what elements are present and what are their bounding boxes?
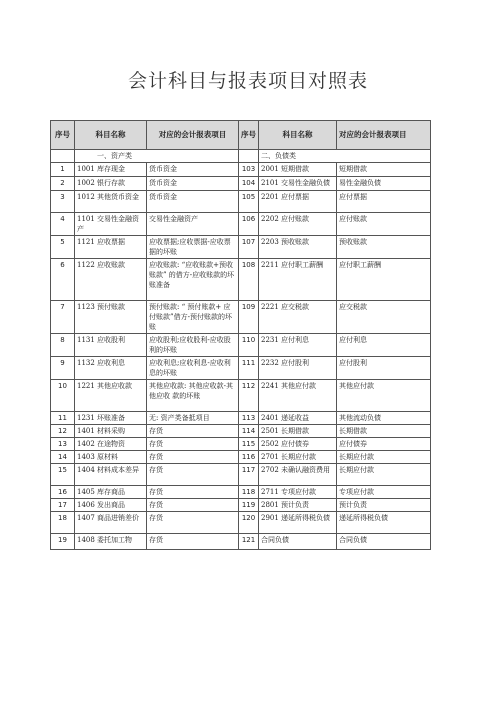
category-assets: 一、资产类 bbox=[75, 150, 239, 163]
row-report-item: 货币资金 bbox=[147, 163, 239, 177]
row-subject: 1406 发出商品 bbox=[75, 499, 147, 512]
category-row bbox=[51, 150, 431, 163]
row-subject: 1405 库存商品 bbox=[75, 486, 147, 499]
row-report-item-2: 应付账款 bbox=[337, 213, 431, 236]
row-report-item: 存货 bbox=[147, 451, 239, 464]
page-title: 会计科目与报表项目对照表 bbox=[127, 70, 368, 92]
row-subject: 1132 应收利息 bbox=[75, 357, 147, 380]
row-seq-2: 112 bbox=[239, 380, 259, 412]
row-subject: 1221 其他应收款 bbox=[75, 380, 147, 412]
header-seq-2: 序号 bbox=[239, 121, 259, 150]
row-report-item-2: 专项应付款 bbox=[337, 486, 431, 499]
row-seq: 7 bbox=[51, 301, 75, 334]
row-subject: 1012 其他货币资金 bbox=[75, 191, 147, 213]
row-seq-2: 107 bbox=[239, 236, 259, 259]
row-seq: 13 bbox=[51, 438, 75, 451]
row-report-item: 应收账款: “应收账款+预收账款” 的借方-应收账款的坏账准备 bbox=[147, 259, 239, 301]
row-subject: 1404 材料成本差异 bbox=[75, 464, 147, 486]
row-seq-2: 104 bbox=[239, 177, 259, 191]
row-subject-2: 2702 未确认融资费用 bbox=[259, 464, 337, 486]
row-subject: 1231 坏账准备 bbox=[75, 412, 147, 425]
row-seq-2: 116 bbox=[239, 451, 259, 464]
row-seq-2: 110 bbox=[239, 334, 259, 357]
row-report-item: 交易性金融资产 bbox=[147, 213, 239, 236]
row-seq: 4 bbox=[51, 213, 75, 236]
row-report-item: 预付账款: “ 预付账款+ 应付账款”借方-预付账款的坏账 bbox=[147, 301, 239, 334]
row-report-item-2: 其他应付款 bbox=[337, 380, 431, 412]
row-report-item-2: 应付股利 bbox=[337, 357, 431, 380]
row-subject-2: 合同负债 bbox=[259, 534, 337, 550]
table-row bbox=[51, 380, 431, 412]
header-report: 对应的会计报表项目 bbox=[147, 121, 239, 150]
row-report-item: 其他应收款: 其他应收款-其他应收 款的坏账 bbox=[147, 380, 239, 412]
row-report-item-2: 应付票据 bbox=[337, 191, 431, 213]
header-subject: 科目名称 bbox=[75, 121, 147, 150]
row-seq: 11 bbox=[51, 412, 75, 425]
table-row bbox=[51, 236, 431, 259]
row-subject-2: 2711 专项应付款 bbox=[259, 486, 337, 499]
row-seq: 1 bbox=[51, 163, 75, 177]
table-row bbox=[51, 412, 431, 425]
row-subject: 1101 交易性金融资产 bbox=[75, 213, 147, 236]
header-report-2: 对应的会计报表项目 bbox=[337, 121, 431, 150]
row-subject-2: 2241 其他应付款 bbox=[259, 380, 337, 412]
row-subject: 1122 应收账款 bbox=[75, 259, 147, 301]
row-subject-2: 2202 应付账款 bbox=[259, 213, 337, 236]
row-report-item: 存货 bbox=[147, 486, 239, 499]
row-seq-2: 120 bbox=[239, 512, 259, 534]
row-subject-2: 2501 长期借款 bbox=[259, 425, 337, 438]
row-subject-2: 2221 应交税款 bbox=[259, 301, 337, 334]
row-report-item-2: 递延所得税负债 bbox=[337, 512, 431, 534]
table-row bbox=[51, 512, 431, 534]
table-row bbox=[51, 534, 431, 550]
row-seq: 10 bbox=[51, 380, 75, 412]
table-row bbox=[51, 177, 431, 191]
row-report-item-2: 应付债券 bbox=[337, 438, 431, 451]
row-report-item-2: 应付利息 bbox=[337, 334, 431, 357]
row-report-item-2: 应交税款 bbox=[337, 301, 431, 334]
row-subject: 1001 库存现金 bbox=[75, 163, 147, 177]
row-subject: 1407 商品进销差价 bbox=[75, 512, 147, 534]
row-report-item: 存货 bbox=[147, 438, 239, 451]
row-report-item: 应收利息;应收利息-应收利息的坏账 bbox=[147, 357, 239, 380]
table-row bbox=[51, 425, 431, 438]
row-subject: 1123 预付账款 bbox=[75, 301, 147, 334]
row-subject-2: 2211 应付职工薪酬 bbox=[259, 259, 337, 301]
row-seq-2: 119 bbox=[239, 499, 259, 512]
table-row bbox=[51, 213, 431, 236]
table-row bbox=[51, 301, 431, 334]
row-subject-2: 2203 预收账款 bbox=[259, 236, 337, 259]
row-report-item-2: 长期应付款 bbox=[337, 464, 431, 486]
row-subject-2: 2901 递延所得税负债 bbox=[259, 512, 337, 534]
row-report-item-2: 应付职工薪酬 bbox=[337, 259, 431, 301]
table-row bbox=[51, 486, 431, 499]
row-seq: 18 bbox=[51, 512, 75, 534]
row-subject-2: 2801 预计负责 bbox=[259, 499, 337, 512]
row-seq-2: 108 bbox=[239, 259, 259, 301]
row-report-item-2: 长期应付款 bbox=[337, 451, 431, 464]
row-subject-2: 2502 应付债券 bbox=[259, 438, 337, 451]
row-seq: 6 bbox=[51, 259, 75, 301]
row-seq: 14 bbox=[51, 451, 75, 464]
header-subject-2: 科目名称 bbox=[259, 121, 337, 150]
row-subject-2: 2231 应付利息 bbox=[259, 334, 337, 357]
row-seq-2: 118 bbox=[239, 486, 259, 499]
table-row bbox=[51, 334, 431, 357]
row-report-item: 无: 资产类备抵项目 bbox=[147, 412, 239, 425]
row-report-item-2: 其他流动负债 bbox=[337, 412, 431, 425]
row-seq-2: 117 bbox=[239, 464, 259, 486]
table-row bbox=[51, 438, 431, 451]
table-row bbox=[51, 191, 431, 213]
row-report-item: 应收股利;应收股利-应收股利的坏账 bbox=[147, 334, 239, 357]
row-report-item: 应收票据;应收票据-应收票据的坏账 bbox=[147, 236, 239, 259]
row-report-item: 存货 bbox=[147, 534, 239, 550]
row-subject: 1408 委托加工物 bbox=[75, 534, 147, 550]
subject-report-table bbox=[50, 120, 431, 550]
row-subject: 1401 材料采购 bbox=[75, 425, 147, 438]
row-seq: 19 bbox=[51, 534, 75, 550]
row-subject-2: 2232 应付股利 bbox=[259, 357, 337, 380]
row-report-item: 存货 bbox=[147, 464, 239, 486]
row-report-item: 存货 bbox=[147, 499, 239, 512]
row-seq: 3 bbox=[51, 191, 75, 213]
table-row bbox=[51, 499, 431, 512]
row-seq-2: 105 bbox=[239, 191, 259, 213]
row-subject: 1002 银行存款 bbox=[75, 177, 147, 191]
table-row bbox=[51, 163, 431, 177]
row-subject: 1402 在途物资 bbox=[75, 438, 147, 451]
row-seq: 8 bbox=[51, 334, 75, 357]
row-seq: 2 bbox=[51, 177, 75, 191]
table-row bbox=[51, 259, 431, 301]
row-subject-2: 2401 递延收益 bbox=[259, 412, 337, 425]
row-report-item: 货币资金 bbox=[147, 191, 239, 213]
row-seq: 9 bbox=[51, 357, 75, 380]
row-report-item: 货币资金 bbox=[147, 177, 239, 191]
row-seq-2: 106 bbox=[239, 213, 259, 236]
row-seq: 15 bbox=[51, 464, 75, 486]
row-report-item: 存货 bbox=[147, 425, 239, 438]
row-seq-2: 114 bbox=[239, 425, 259, 438]
row-subject-2: 2001 短期借款 bbox=[259, 163, 337, 177]
row-seq: 16 bbox=[51, 486, 75, 499]
row-subject: 1121 应收票据 bbox=[75, 236, 147, 259]
table-row bbox=[51, 464, 431, 486]
row-seq-2: 109 bbox=[239, 301, 259, 334]
row-subject-2: 2101 交易性金融负债 bbox=[259, 177, 337, 191]
row-seq-2: 115 bbox=[239, 438, 259, 451]
row-report-item-2: 预计负责 bbox=[337, 499, 431, 512]
row-subject-2: 2201 应付票据 bbox=[259, 191, 337, 213]
row-subject: 1403 原材料 bbox=[75, 451, 147, 464]
row-subject-2: 2701 长期应付款 bbox=[259, 451, 337, 464]
row-report-item: 存货 bbox=[147, 512, 239, 534]
row-seq-2: 103 bbox=[239, 163, 259, 177]
row-seq-2: 113 bbox=[239, 412, 259, 425]
row-report-item-2: 预收账款 bbox=[337, 236, 431, 259]
row-seq-2: 111 bbox=[239, 357, 259, 380]
row-seq: 12 bbox=[51, 425, 75, 438]
row-seq: 5 bbox=[51, 236, 75, 259]
row-report-item-2: 易性金融负债 bbox=[337, 177, 431, 191]
table-row bbox=[51, 451, 431, 464]
row-report-item-2: 长期借款 bbox=[337, 425, 431, 438]
row-report-item-2: 合同负债 bbox=[337, 534, 431, 550]
row-seq: 17 bbox=[51, 499, 75, 512]
header-seq: 序号 bbox=[51, 121, 75, 150]
table-row bbox=[51, 357, 431, 380]
row-seq-2: 121 bbox=[239, 534, 259, 550]
table-header-row bbox=[51, 121, 431, 150]
row-subject: 1131 应收股利 bbox=[75, 334, 147, 357]
row-report-item-2: 短期借款 bbox=[337, 163, 431, 177]
category-liabilities: 二、负债类 bbox=[259, 150, 431, 163]
